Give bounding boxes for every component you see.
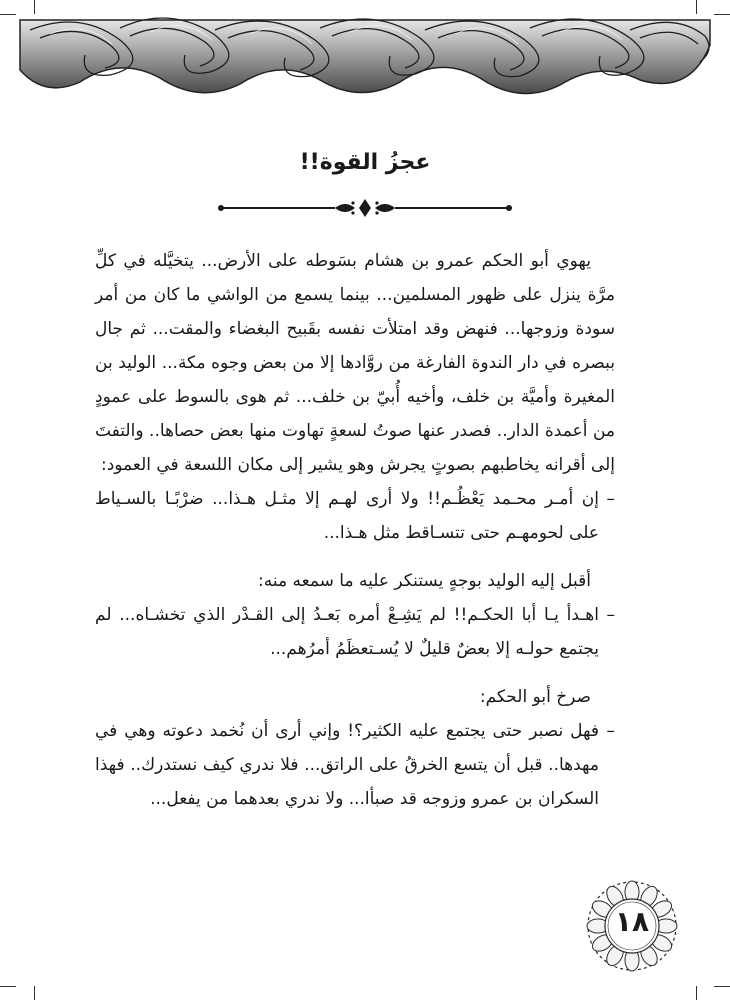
swirl-wave-ornament	[0, 0, 730, 105]
floral-divider	[215, 198, 515, 218]
paragraph-2: أقبل إليه الوليد بوجهٍ يستنكر عليه ما سمعه منه:	[258, 571, 591, 591]
crop-mark-bottom-left-v	[34, 986, 35, 1000]
crop-mark-bottom-right-v	[696, 986, 697, 1000]
crop-mark-bottom-left	[0, 986, 16, 987]
dialog-dash: –	[606, 721, 615, 741]
page-number: ١٨	[614, 905, 650, 938]
dialogue-2-text: اهـدأ يـا أبا الحكـم!! لم يَشِـعْ أمره بَعـدُ إلى القـدْر الذي تخشـاه... لم يجتمع حولـه إلا بعضٌ قليلٌ لا يُسـتعظَمُ أمرُهم...	[95, 605, 599, 659]
dialog-dash: –	[606, 489, 615, 509]
dialogue-3-text: فهل نصبر حتى يجتمع عليه الكثير؟! وإني أرى أن نُخمد دعوته وهي في مهدها.. قبل أن يتسع الخرقُ على الراتق... فلا ندري كيف نستدرك.. فهذا السكران بن عمرو وزوجه قد صبأا... ولا ندري بعدهما من يفعل...	[95, 721, 599, 809]
chapter-title: عجزُ القوة!!	[299, 150, 431, 175]
crop-mark-bottom-right	[714, 986, 730, 987]
dialog-dash: –	[606, 605, 615, 625]
dialogue-1-text: إن أمـر محـمد يَعْظُـم!! ولا أرى لهـم إلا مثـل هـذا... ضرْبًـا بالسـياط على لحومهـم حتى تتسـاقط مثل هـذا...	[95, 489, 599, 543]
dialogue-3	[95, 714, 615, 816]
chapter-body	[95, 244, 615, 816]
paragraph-3: صرخ أبو الحكم:	[479, 687, 591, 707]
paragraph-1: يهوي أبو الحكم عمرو بن هشام بسَوطه على الأرض... يتخيَّله في كلِّ مرَّة ينزل على ظهور المسلمين... بينما يسمع من الواشي ما كان من أمر سودة وزوجها... فنهض وقد امتلأت نفسه بقَبيح البغضاء والمقت... ثم جال ببصره في دار الندوة الفارغة من روَّادها إلا من بعض وجوه مكة... الوليد بن المغيرة وأميَّة بن خلف، وأخيه أُبيّ بن خلف... ثم هوى بالسوط على عمودٍ من أعمدة الدار.. فصدر عنها صوتُ لسعةٍ تهاوت منها بعض حصاها.. والتفتَ إلى أقرانه يخاطبهم بصوتٍ يجرش وهو يشير إلى مكان اللسعة في العمود:	[95, 251, 615, 475]
dialogue-1	[95, 482, 615, 550]
dialogue-2	[95, 598, 615, 666]
